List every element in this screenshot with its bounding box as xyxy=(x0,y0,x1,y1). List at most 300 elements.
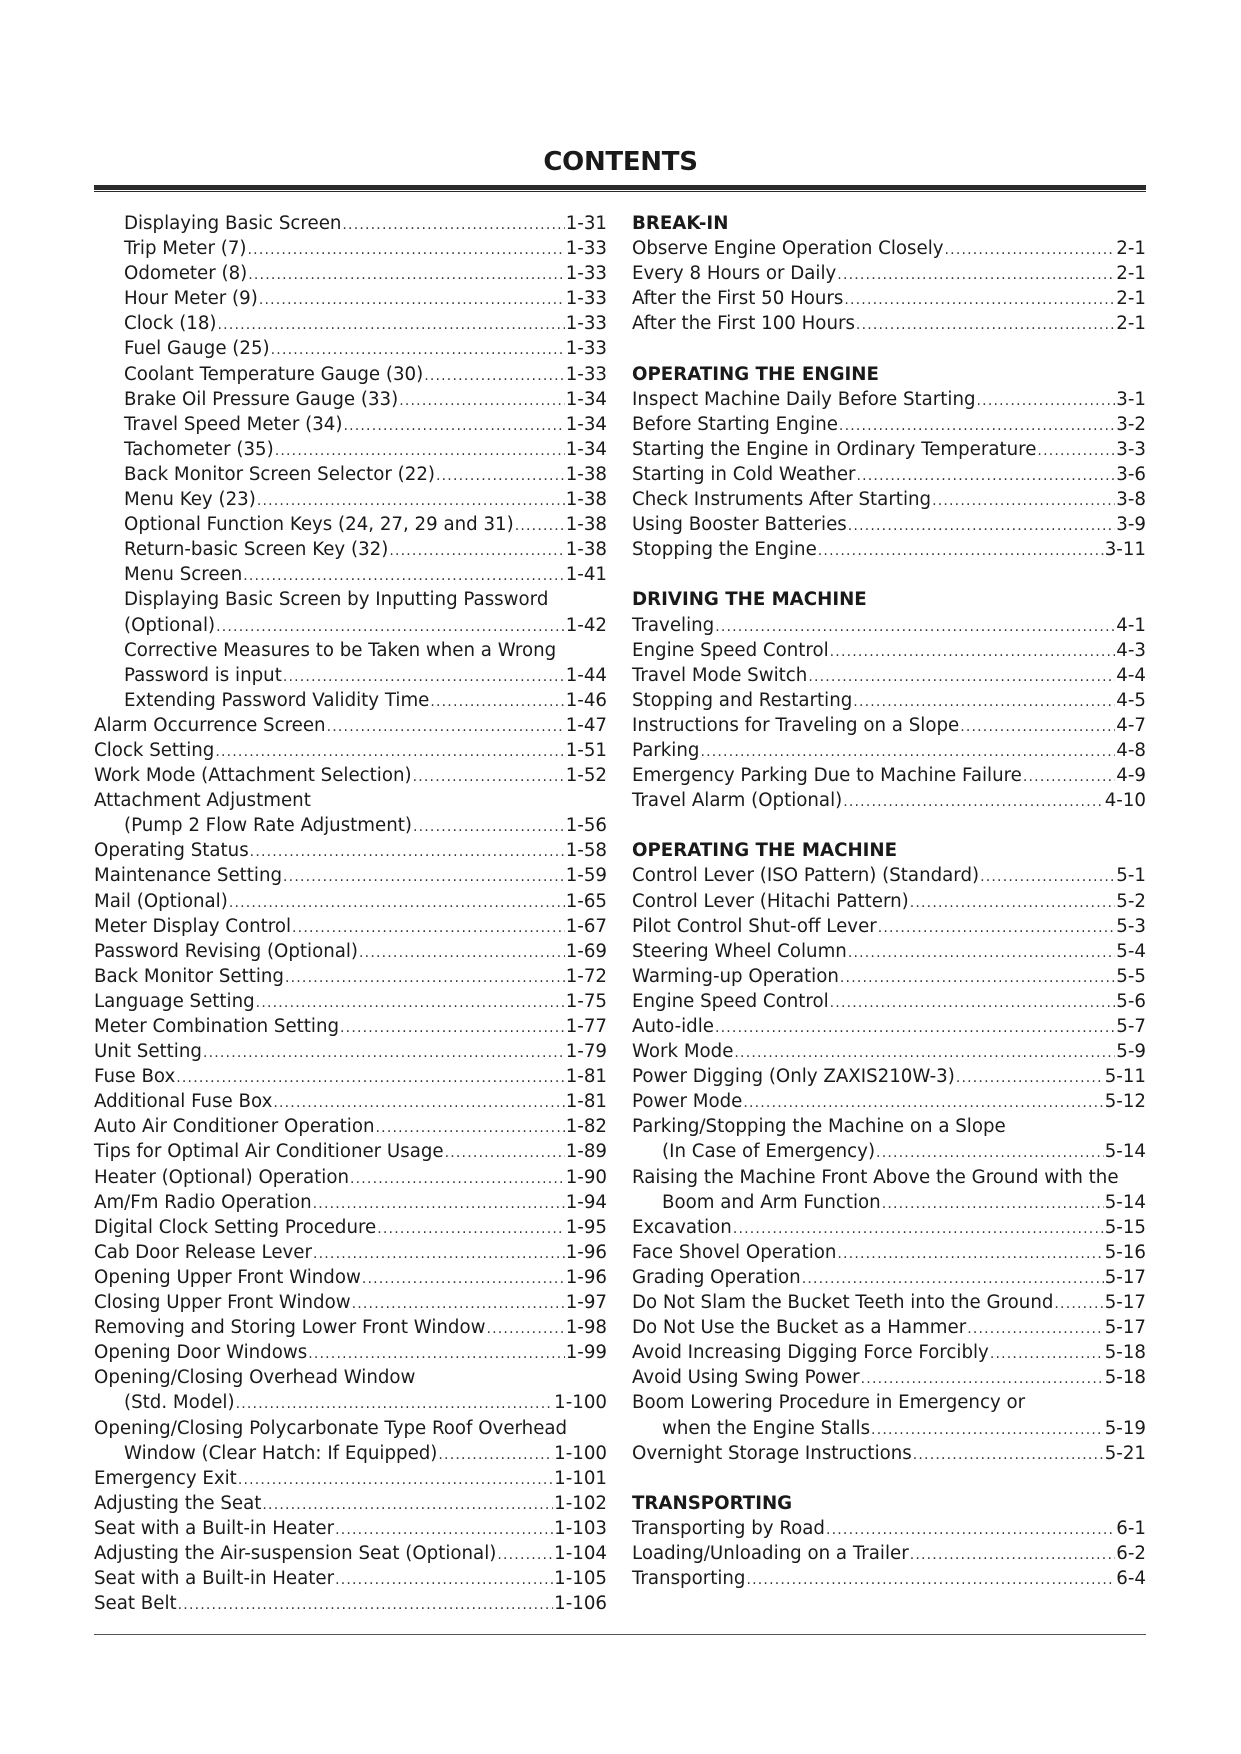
dot-leader xyxy=(956,1066,1104,1091)
toc-entry[interactable] xyxy=(632,437,1146,462)
toc-entry[interactable] xyxy=(632,788,1146,813)
section-gap xyxy=(632,336,1146,361)
toc-entry[interactable] xyxy=(94,1190,607,1215)
toc-entry[interactable] xyxy=(94,587,607,612)
toc-entry-title: Check Instruments After Starting xyxy=(632,489,932,511)
dot-leader xyxy=(340,1016,565,1041)
toc-entry-title: Clock Setting xyxy=(94,739,215,761)
toc-entry-page: 1-104 xyxy=(554,1542,607,1564)
toc-entry[interactable] xyxy=(94,1165,607,1190)
toc-entry-title: Alarm Occurrence Screen xyxy=(94,714,326,736)
toc-entry-title: Seat Belt xyxy=(94,1593,177,1615)
toc-entry[interactable] xyxy=(94,1491,607,1516)
toc-entry-page: 1-34 xyxy=(565,388,607,410)
dot-leader xyxy=(273,1091,564,1116)
toc-entry[interactable] xyxy=(94,1416,607,1441)
toc-entry-title: Opening/Closing Overhead Window xyxy=(94,1367,416,1389)
dot-leader xyxy=(413,815,565,840)
dot-leader xyxy=(257,489,565,514)
toc-entry-title: Grading Operation xyxy=(632,1266,801,1288)
title-rule-thin xyxy=(94,191,1146,192)
toc-entry-page: 1-46 xyxy=(565,689,607,711)
dot-leader xyxy=(990,1342,1104,1367)
dot-leader xyxy=(515,514,565,539)
toc-entry[interactable] xyxy=(632,387,1146,412)
toc-entry-title: Fuse Box xyxy=(94,1066,176,1088)
toc-entry[interactable] xyxy=(94,1064,607,1089)
toc-entry-page: 5-14 xyxy=(1104,1191,1146,1213)
dot-leader xyxy=(843,790,1103,815)
toc-entry-page: 1-94 xyxy=(565,1191,607,1213)
dot-leader xyxy=(1037,439,1115,464)
toc-entry-page: 1-47 xyxy=(565,714,607,736)
toc-entry[interactable] xyxy=(632,964,1146,989)
toc-entry-page: 5-1 xyxy=(1116,865,1146,887)
toc-entry-title: Meter Combination Setting xyxy=(94,1016,340,1037)
dot-leader xyxy=(826,1518,1115,1543)
toc-entry[interactable] xyxy=(632,1566,1146,1591)
toc-entry-title: Seat with a Built-in Heater xyxy=(94,1517,335,1539)
toc-entry-page: 6-2 xyxy=(1116,1542,1146,1564)
dot-leader xyxy=(248,263,564,288)
dot-leader xyxy=(362,1267,565,1292)
dot-leader xyxy=(313,1242,565,1267)
toc-entry-title: After the First 50 Hours xyxy=(632,288,844,310)
toc-entry[interactable] xyxy=(94,236,607,261)
toc-entry-page: 5-4 xyxy=(1116,940,1146,962)
toc-entry[interactable] xyxy=(94,1315,607,1340)
toc-entry-title: Emergency Exit xyxy=(94,1467,237,1489)
toc-entry[interactable] xyxy=(94,813,607,838)
toc-entry-page: 1-77 xyxy=(565,1016,607,1037)
toc-entry[interactable] xyxy=(94,1290,607,1315)
toc-entry-page: 3-1 xyxy=(1116,388,1146,410)
toc-entry-page: 4-8 xyxy=(1116,739,1146,761)
toc-entry[interactable] xyxy=(632,462,1146,487)
toc-entry-title: Auto-idle xyxy=(632,1016,714,1037)
toc-entry-title: Seat with a Built-in Heater xyxy=(94,1568,335,1590)
dot-leader xyxy=(283,865,565,890)
toc-entry-page: 1-51 xyxy=(565,739,607,761)
toc-entry[interactable] xyxy=(94,1139,607,1164)
toc-entry[interactable] xyxy=(632,1089,1146,1114)
toc-entry-title: Overnight Storage Instructions xyxy=(632,1442,912,1464)
toc-entry-page: 4-4 xyxy=(1116,664,1146,686)
toc-entry[interactable] xyxy=(632,1441,1146,1466)
dot-leader xyxy=(215,740,564,765)
toc-entry[interactable] xyxy=(632,863,1146,888)
section-heading xyxy=(632,1491,1146,1516)
toc-entry[interactable] xyxy=(94,537,607,562)
toc-entry-page: 1-42 xyxy=(565,614,607,636)
dot-leader xyxy=(292,916,565,941)
toc-entry-page: 1-31 xyxy=(565,213,607,234)
toc-entry[interactable] xyxy=(94,437,607,462)
toc-entry[interactable] xyxy=(632,1315,1146,1340)
toc-entry-title: Power Digging (Only ZAXIS210W-3) xyxy=(632,1066,955,1088)
toc-entry[interactable] xyxy=(632,261,1146,286)
dot-leader xyxy=(430,690,564,715)
dot-leader xyxy=(236,1392,554,1417)
toc-entry-title: Removing and Storing Lower Front Window xyxy=(94,1317,486,1339)
toc-entry-title: Travel Mode Switch xyxy=(632,664,808,686)
toc-entry-title: Am/Fm Radio Operation xyxy=(94,1191,312,1213)
toc-entry-title: (Std. Model) xyxy=(124,1392,235,1414)
section-heading xyxy=(632,362,1146,387)
toc-entry[interactable] xyxy=(94,939,607,964)
toc-entry-title: Optional Function Keys (24, 27, 29 and 31) xyxy=(124,514,514,536)
toc-entry[interactable] xyxy=(94,1014,607,1039)
dot-leader xyxy=(830,991,1116,1016)
section-heading-text: OPERATING THE MACHINE xyxy=(632,840,898,862)
toc-entry-title: Password Revising (Optional) xyxy=(94,940,359,962)
toc-entry-title: Work Mode xyxy=(632,1041,734,1063)
toc-entry[interactable] xyxy=(94,663,607,688)
toc-entry[interactable] xyxy=(632,1390,1146,1415)
toc-entry[interactable] xyxy=(94,1441,607,1466)
toc-entry-title: Back Monitor Screen Selector (22) xyxy=(124,463,435,485)
toc-entry[interactable] xyxy=(632,688,1146,713)
toc-entry[interactable] xyxy=(94,1566,607,1591)
toc-entry-title: Starting in Cold Weather xyxy=(632,463,856,485)
toc-entry[interactable] xyxy=(632,713,1146,738)
toc-entry[interactable] xyxy=(632,1114,1146,1139)
toc-entry-title: Trip Meter (7) xyxy=(124,238,247,260)
toc-entry[interactable] xyxy=(94,1039,607,1064)
dot-leader xyxy=(352,1292,565,1317)
section-gap xyxy=(632,1466,1146,1491)
toc-entry[interactable] xyxy=(94,788,607,813)
toc-entry[interactable] xyxy=(632,638,1146,663)
toc-entry[interactable] xyxy=(632,1541,1146,1566)
toc-entry-page: 1-103 xyxy=(554,1517,607,1539)
dot-leader xyxy=(960,715,1115,740)
dot-leader xyxy=(342,213,564,238)
toc-entry-title: Menu Screen xyxy=(124,564,243,586)
toc-entry[interactable] xyxy=(632,1340,1146,1365)
dot-leader xyxy=(844,288,1115,313)
toc-entry-title: Power Mode xyxy=(632,1091,743,1113)
toc-entry[interactable] xyxy=(94,989,607,1014)
toc-entry-page: 1-33 xyxy=(565,313,607,335)
toc-entry-page: 5-12 xyxy=(1104,1091,1146,1113)
toc-entry-page: 2-1 xyxy=(1116,313,1146,335)
dot-leader xyxy=(746,1568,1115,1593)
toc-entry-page: 2-1 xyxy=(1116,238,1146,260)
toc-entry-page: 1-97 xyxy=(565,1292,607,1314)
toc-entry-page: 1-38 xyxy=(565,539,607,561)
toc-entry-title: Engine Speed Control xyxy=(632,639,829,661)
toc-entry-page: 1-98 xyxy=(565,1317,607,1339)
toc-entry-page: 1-33 xyxy=(565,288,607,310)
dot-leader xyxy=(376,1116,565,1141)
toc-entry-page: 5-21 xyxy=(1104,1442,1146,1464)
dot-leader xyxy=(839,414,1115,439)
toc-entry[interactable] xyxy=(632,1190,1146,1215)
dot-leader xyxy=(818,539,1104,564)
toc-entry[interactable] xyxy=(94,1240,607,1265)
section-heading xyxy=(632,838,1146,863)
dot-leader xyxy=(229,891,565,916)
toc-entry-title: Cab Door Release Lever xyxy=(94,1241,312,1263)
dot-leader xyxy=(932,489,1115,514)
toc-entry[interactable] xyxy=(94,889,607,914)
toc-entry-page: 1-59 xyxy=(565,865,607,887)
toc-entry[interactable] xyxy=(632,1014,1146,1039)
section-heading-text: DRIVING THE MACHINE xyxy=(632,589,867,611)
toc-entry-page: 1-65 xyxy=(565,890,607,912)
toc-entry[interactable] xyxy=(94,1466,607,1491)
toc-entry-title: Attachment Adjustment xyxy=(94,790,311,812)
toc-entry-page: 1-100 xyxy=(554,1392,607,1414)
toc-entry-title: Parking xyxy=(632,739,700,761)
toc-entry[interactable] xyxy=(632,512,1146,537)
toc-entry-page: 1-33 xyxy=(565,263,607,285)
dot-leader xyxy=(216,615,565,640)
toc-entry[interactable] xyxy=(94,838,607,863)
toc-entry[interactable] xyxy=(94,914,607,939)
toc-entry-page: 5-3 xyxy=(1116,915,1146,937)
toc-entry-title: Language Setting xyxy=(94,990,255,1012)
toc-entry[interactable] xyxy=(94,1340,607,1365)
toc-entry[interactable] xyxy=(94,512,607,537)
toc-entry[interactable] xyxy=(94,336,607,361)
toc-entry-page: 5-6 xyxy=(1116,990,1146,1012)
toc-entry-page: 1-100 xyxy=(554,1442,607,1464)
toc-entry[interactable] xyxy=(632,487,1146,512)
toc-entry-title: Operating Status xyxy=(94,840,249,862)
toc-entry[interactable] xyxy=(94,1390,607,1415)
title-rule xyxy=(94,185,1146,190)
dot-leader xyxy=(399,389,565,414)
toc-entry[interactable] xyxy=(94,713,607,738)
toc-entry[interactable] xyxy=(632,1265,1146,1290)
toc-entry-title: Face Shovel Operation xyxy=(632,1241,837,1263)
toc-entry-page: 1-56 xyxy=(565,815,607,837)
toc-entry[interactable] xyxy=(94,286,607,311)
toc-entry-page: 1-90 xyxy=(565,1166,607,1188)
dot-leader xyxy=(438,1443,553,1468)
toc-entry-title: Tachometer (35) xyxy=(124,438,274,460)
dot-leader xyxy=(178,1593,553,1618)
toc-entry[interactable] xyxy=(94,562,607,587)
toc-entry-page: 1-52 xyxy=(565,765,607,787)
section-gap xyxy=(632,562,1146,587)
toc-entry[interactable] xyxy=(632,1240,1146,1265)
dot-leader xyxy=(203,1041,565,1066)
toc-entry[interactable] xyxy=(94,688,607,713)
toc-entry-title: Closing Upper Front Window xyxy=(94,1292,351,1314)
toc-entry-page: 2-1 xyxy=(1116,263,1146,285)
toc-entry[interactable] xyxy=(632,763,1146,788)
dot-leader xyxy=(335,1568,553,1593)
toc-entry-title: Stopping and Restarting xyxy=(632,689,853,711)
toc-entry[interactable] xyxy=(94,1215,607,1240)
dot-leader xyxy=(389,539,564,564)
toc-entry-page: 5-11 xyxy=(1104,1066,1146,1088)
toc-entry-page: 2-1 xyxy=(1116,288,1146,310)
dot-leader xyxy=(910,1543,1116,1568)
toc-entry-page: 1-33 xyxy=(565,338,607,360)
toc-entry-title: Do Not Use the Bucket as a Hammer xyxy=(632,1317,967,1339)
toc-entry-page: 1-33 xyxy=(565,363,607,385)
toc-entry[interactable] xyxy=(94,763,607,788)
toc-entry-title: Starting the Engine in Ordinary Temperature xyxy=(632,438,1037,460)
toc-entry[interactable] xyxy=(94,412,607,437)
toc-entry-page: 3-9 xyxy=(1116,514,1146,536)
toc-entry-page: 5-2 xyxy=(1116,890,1146,912)
toc-entry-title: Adjusting the Air-suspension Seat (Optional) xyxy=(94,1542,497,1564)
toc-entry-title: Steering Wheel Column xyxy=(632,940,847,962)
toc-entry[interactable] xyxy=(94,1365,607,1390)
dot-leader xyxy=(218,313,565,338)
toc-entry-page: 4-5 xyxy=(1116,689,1146,711)
toc-entry[interactable] xyxy=(94,387,607,412)
dot-leader xyxy=(840,966,1115,991)
toc-entry-page: 3-11 xyxy=(1104,539,1146,561)
toc-entry-page: 3-3 xyxy=(1116,438,1146,460)
toc-entry[interactable] xyxy=(94,362,607,387)
toc-entry-page: 1-95 xyxy=(565,1216,607,1238)
toc-entry-page: 4-3 xyxy=(1116,639,1146,661)
dot-leader xyxy=(878,916,1116,941)
dot-leader xyxy=(910,891,1116,916)
dot-leader xyxy=(445,1141,565,1166)
toc-entry-title: Do Not Slam the Bucket Teeth into the Ground xyxy=(632,1292,1054,1314)
toc-entry[interactable] xyxy=(94,964,607,989)
toc-entry-title: Maintenance Setting xyxy=(94,865,283,887)
toc-entry-page: 1-96 xyxy=(565,1266,607,1288)
toc-entry-page: 5-14 xyxy=(1104,1141,1146,1163)
toc-entry-page: 4-10 xyxy=(1104,790,1146,812)
toc-entry[interactable] xyxy=(632,1516,1146,1541)
toc-entry-page: 5-15 xyxy=(1104,1216,1146,1238)
toc-entry-title: Parking/Stopping the Machine on a Slope xyxy=(632,1116,1006,1138)
toc-entry[interactable] xyxy=(632,286,1146,311)
toc-entry[interactable] xyxy=(632,1365,1146,1390)
toc-entry-page: 5-17 xyxy=(1104,1292,1146,1314)
toc-entry-title: (In Case of Emergency) xyxy=(662,1141,876,1163)
toc-entry[interactable] xyxy=(632,738,1146,763)
toc-entry-title: Loading/Unloading on a Trailer xyxy=(632,1542,909,1564)
toc-entry-title: Control Lever (ISO Pattern) (Standard) xyxy=(632,865,980,887)
dot-leader xyxy=(848,514,1116,539)
toc-entry[interactable] xyxy=(632,1139,1146,1164)
toc-entry[interactable] xyxy=(632,914,1146,939)
toc-entry[interactable] xyxy=(632,1165,1146,1190)
toc-entry-title: Opening Upper Front Window xyxy=(94,1266,361,1288)
toc-entry[interactable] xyxy=(632,311,1146,336)
dot-leader xyxy=(967,1317,1104,1342)
toc-entry-title: Hour Meter (9) xyxy=(124,288,258,310)
footer-rule xyxy=(94,1634,1146,1635)
dot-leader xyxy=(700,740,1115,765)
toc-entry-title: Avoid Using Swing Power xyxy=(632,1367,860,1389)
toc-entry-page: 1-38 xyxy=(565,514,607,536)
dot-leader xyxy=(243,564,564,589)
toc-entry-title: Menu Key (23) xyxy=(124,489,256,511)
dot-leader xyxy=(285,966,565,991)
toc-entry[interactable] xyxy=(94,487,607,512)
toc-entry[interactable] xyxy=(94,1516,607,1541)
dot-leader xyxy=(856,464,1115,489)
toc-entry-page: 5-7 xyxy=(1116,1016,1146,1037)
toc-entry-title: Instructions for Traveling on a Slope xyxy=(632,714,960,736)
toc-entry[interactable] xyxy=(94,261,607,286)
toc-entry-page: 1-79 xyxy=(565,1041,607,1063)
toc-entry[interactable] xyxy=(632,889,1146,914)
toc-entry[interactable] xyxy=(632,412,1146,437)
toc-entry[interactable] xyxy=(94,738,607,763)
dot-leader xyxy=(343,414,564,439)
toc-entry-title: Extending Password Validity Time xyxy=(124,689,430,711)
toc-entry[interactable] xyxy=(94,1541,607,1566)
toc-entry-title: Boom and Arm Function xyxy=(662,1191,881,1213)
toc-entry[interactable] xyxy=(632,989,1146,1014)
toc-entry[interactable] xyxy=(94,1591,607,1616)
toc-entry[interactable] xyxy=(94,1114,607,1139)
toc-entry-title: Control Lever (Hitachi Pattern) xyxy=(632,890,909,912)
section-heading-text: BREAK-IN xyxy=(632,213,729,234)
toc-entry-page: 1-81 xyxy=(565,1066,607,1088)
section-heading-text: TRANSPORTING xyxy=(632,1492,793,1514)
toc-entry-page: 1-58 xyxy=(565,840,607,862)
toc-entry-title: Travel Speed Meter (34) xyxy=(124,413,343,435)
toc-entry-page: 5-17 xyxy=(1104,1317,1146,1339)
dot-leader xyxy=(424,364,565,389)
toc-entry[interactable] xyxy=(94,863,607,888)
toc-entry[interactable] xyxy=(632,1416,1146,1441)
toc-entry[interactable] xyxy=(632,1215,1146,1240)
dot-leader xyxy=(350,1167,565,1192)
section-gap xyxy=(632,813,1146,838)
toc-entry-title: Displaying Basic Screen by Inputting Password xyxy=(124,589,549,611)
toc-entry[interactable] xyxy=(632,1290,1146,1315)
dot-leader xyxy=(913,1443,1104,1468)
toc-entry[interactable] xyxy=(632,1039,1146,1064)
toc-entry[interactable] xyxy=(94,1265,607,1290)
dot-leader xyxy=(808,665,1115,690)
toc-entry-title: Opening/Closing Polycarbonate Type Roof Overhead xyxy=(94,1417,568,1439)
toc-entry-title: (Pump 2 Flow Rate Adjustment) xyxy=(124,815,412,837)
toc-entry[interactable] xyxy=(94,1089,607,1114)
toc-entry[interactable] xyxy=(632,613,1146,638)
toc-entry[interactable] xyxy=(94,462,607,487)
dot-leader xyxy=(1023,765,1115,790)
toc-entry[interactable] xyxy=(94,613,607,638)
dot-leader xyxy=(861,1367,1104,1392)
toc-entry-title: Digital Clock Setting Procedure xyxy=(94,1216,377,1238)
toc-entry-title: Using Booster Batteries xyxy=(632,514,847,536)
toc-entry[interactable] xyxy=(632,663,1146,688)
toc-entry-title: Tips for Optimal Air Conditioner Usage xyxy=(94,1141,444,1163)
toc-entry[interactable] xyxy=(632,1064,1146,1089)
dot-leader xyxy=(977,389,1116,414)
toc-entry[interactable] xyxy=(94,311,607,336)
toc-entry-title: Password is input xyxy=(124,664,282,686)
toc-entry[interactable] xyxy=(632,939,1146,964)
toc-entry-page: 1-82 xyxy=(565,1116,607,1138)
toc-entry-title: Traveling xyxy=(632,614,715,636)
toc-right-column xyxy=(632,211,1146,1591)
toc-entry-title: Travel Alarm (Optional) xyxy=(632,790,843,812)
toc-entry[interactable] xyxy=(94,638,607,663)
toc-entry[interactable] xyxy=(632,236,1146,261)
toc-entry-title: Auto Air Conditioner Operation xyxy=(94,1116,375,1138)
dot-leader xyxy=(945,238,1116,263)
toc-entry[interactable] xyxy=(632,537,1146,562)
toc-entry[interactable] xyxy=(94,211,607,236)
